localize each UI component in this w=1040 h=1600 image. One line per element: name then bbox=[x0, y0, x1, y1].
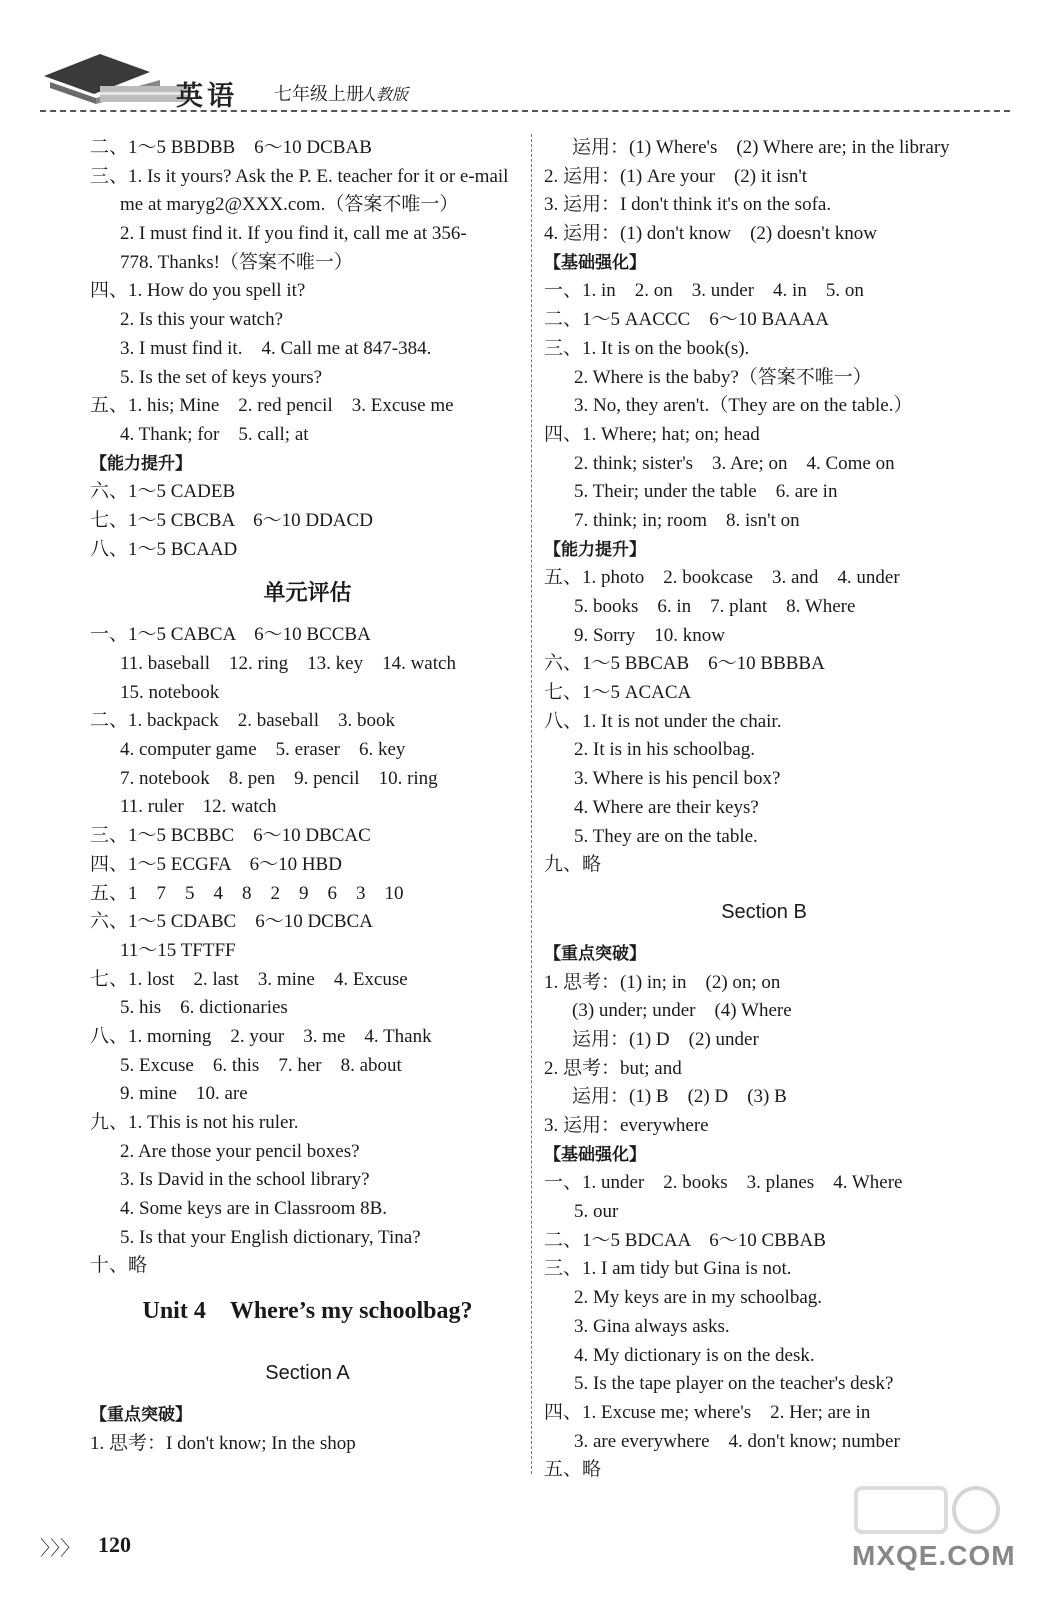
answer-line: 3. are everywhere 4. don't know; number bbox=[574, 1430, 900, 1452]
answer-line: 3. Where is his pencil box? bbox=[574, 768, 781, 790]
answer-line: 运用：(1) D (2) under bbox=[572, 1028, 759, 1050]
page-number: 120 bbox=[98, 1532, 131, 1557]
section-heading: Unit 4 Where’s my schoolbag? bbox=[142, 1298, 473, 1325]
answer-line: 运用：(1) Where's (2) Where are; in the library bbox=[572, 137, 950, 158]
answer-line: 4. Some keys are in Classroom 8B. bbox=[120, 1198, 388, 1220]
subject-title: 英语 bbox=[176, 81, 238, 111]
answer-line: 3. Is David in the school library? bbox=[120, 1169, 370, 1191]
answer-line: 四、1～5 ECGFA 6～10 HBD bbox=[90, 853, 342, 875]
subsection-label: 【能力提升】 bbox=[544, 539, 646, 559]
answer-line: (3) under; under (4) Where bbox=[572, 1000, 792, 1022]
page-header bbox=[0, 0, 1040, 125]
answer-line: 五、1 7 5 4 8 2 9 6 3 10 bbox=[90, 882, 404, 904]
answer-line: 4. My dictionary is on the desk. bbox=[574, 1344, 815, 1366]
answer-line: 七、1. lost 2. last 3. mine 4. Excuse bbox=[90, 968, 408, 990]
right-column bbox=[544, 134, 984, 1485]
answer-line: 5. Their; under the table 6. are in bbox=[574, 481, 838, 503]
answer-line: 9. mine 10. are bbox=[120, 1083, 248, 1105]
answer-line: 五、1. his; Mine 2. red pencil 3. Excuse me bbox=[90, 395, 454, 417]
answer-line: 三、1. I am tidy but Gina is not. bbox=[544, 1258, 792, 1280]
edition-label: 人教版 bbox=[360, 87, 409, 104]
answer-line: 4. computer game 5. eraser 6. key bbox=[120, 739, 406, 761]
page-arrows: 〉〉〉 bbox=[40, 1538, 80, 1560]
answer-line: 778. Thanks!（答案不唯一） bbox=[120, 251, 353, 273]
subsection-label: 【重点突破】 bbox=[90, 1405, 192, 1425]
answer-line: 二、1～5 BDCAA 6～10 CBBAB bbox=[544, 1229, 826, 1251]
answer-line: 5. Is the set of keys yours? bbox=[120, 366, 323, 388]
answer-line: 三、1～5 BCBBC 6～10 DBCAC bbox=[90, 825, 371, 847]
answer-line: 六、1～5 BBCAB 6～10 BBBBA bbox=[544, 653, 825, 675]
answer-line: 九、1. This is not his ruler. bbox=[90, 1112, 299, 1133]
answer-line: 5. Excuse 6. this 7. her 8. about bbox=[120, 1054, 402, 1076]
answer-line: 2. think; sister's 3. Are; on 4. Come on bbox=[574, 452, 895, 474]
answer-line: 四、1. How do you spell it? bbox=[90, 280, 306, 302]
answer-line: 一、1. under 2. books 3. planes 4. Where bbox=[544, 1172, 903, 1194]
answer-line: me at maryg2@XXX.com.（答案不唯一） bbox=[120, 194, 459, 216]
answer-line: 七、1～5 CBCBA 6～10 DDACD bbox=[90, 509, 373, 531]
subsection-label: 【基础强化】 bbox=[544, 252, 646, 272]
section-heading: Section A bbox=[265, 1362, 350, 1385]
answer-line: 二、1～5 BBDBB 6～10 DCBAB bbox=[90, 137, 372, 158]
answer-line: 七、1～5 ACACA bbox=[544, 682, 692, 704]
subsection-label: 【重点突破】 bbox=[544, 943, 646, 963]
answer-line: 7. notebook 8. pen 9. pencil 10. ring bbox=[120, 767, 438, 789]
watermark-text: MXQE.COM bbox=[852, 1540, 1016, 1571]
answer-line: 四、1. Excuse me; where's 2. Her; are in bbox=[544, 1401, 871, 1423]
answer-line: 二、1. backpack 2. baseball 3. book bbox=[90, 710, 395, 732]
section-heading: Section B bbox=[721, 900, 807, 923]
grade-label: 七年级上册 bbox=[274, 84, 364, 104]
answer-line: 1. 思考：(1) in; in (2) on; on bbox=[544, 971, 781, 993]
answer-line: 4. Where are their keys? bbox=[574, 796, 759, 818]
answer-line: 一、1. in 2. on 3. under 4. in 5. on bbox=[544, 280, 864, 302]
left-column bbox=[90, 134, 525, 1459]
answer-line: 7. think; in; room 8. isn't on bbox=[574, 509, 800, 531]
answer-line: 十、略 bbox=[90, 1255, 148, 1277]
answer-line: 八、1. morning 2. your 3. me 4. Thank bbox=[90, 1025, 432, 1047]
answer-line: 一、1～5 CABCA 6～10 BCCBA bbox=[90, 624, 371, 646]
answer-line: 4. 运用：(1) don't know (2) doesn't know bbox=[544, 223, 877, 245]
header-rule bbox=[40, 110, 1010, 112]
answer-line: 5. Is that your English dictionary, Tina? bbox=[120, 1226, 421, 1248]
answer-line: 三、1. Is it yours? Ask the P. E. teacher for it or e-mail bbox=[90, 165, 509, 187]
answer-line: 2. It is in his schoolbag. bbox=[574, 739, 756, 761]
answer-line: 1. 思考：I don't know; In the shop bbox=[90, 1432, 356, 1454]
answer-line: 2. I must find it. If you find it, call me at 356- bbox=[120, 223, 467, 245]
book-stack-logo-icon bbox=[40, 46, 190, 108]
answer-line: 5. books 6. in 7. plant 8. Where bbox=[574, 596, 856, 617]
answer-line: 9. Sorry 10. know bbox=[574, 624, 725, 646]
answer-line: 四、1. Where; hat; on; head bbox=[544, 423, 760, 445]
answer-line: 11～15 TFTFF bbox=[120, 939, 236, 961]
answer-line: 5. his 6. dictionaries bbox=[120, 997, 288, 1019]
answer-line: 3. 运用：everywhere bbox=[544, 1115, 709, 1136]
answer-line: 五、略 bbox=[544, 1459, 602, 1481]
answer-line: 八、1～5 BCAAD bbox=[90, 538, 238, 560]
answer-line: 六、1～5 CDABC 6～10 DCBCA bbox=[90, 911, 373, 933]
answer-line: 3. 运用：I don't think it's on the sofa. bbox=[544, 194, 832, 216]
answer-line: 2. Is this your watch? bbox=[120, 309, 284, 331]
subsection-label: 【基础强化】 bbox=[544, 1144, 646, 1164]
answer-line: 二、1～5 AACCC 6～10 BAAAA bbox=[544, 309, 830, 331]
answer-line: 八、1. It is not under the chair. bbox=[544, 710, 782, 732]
answer-line: 三、1. It is on the book(s). bbox=[544, 337, 750, 359]
answer-line: 11. baseball 12. ring 13. key 14. watch bbox=[120, 653, 456, 674]
answer-line: 六、1～5 CADEB bbox=[90, 481, 236, 503]
column-divider bbox=[531, 134, 532, 1474]
answer-line: 2. Where is the baby?（答案不唯一） bbox=[574, 366, 872, 388]
answer-line: 3. I must find it. 4. Call me at 847-384. bbox=[120, 337, 432, 359]
answer-line: 3. Gina always asks. bbox=[574, 1315, 730, 1337]
answer-line: 九、略 bbox=[544, 854, 602, 876]
answer-line: 运用：(1) B (2) D (3) B bbox=[572, 1086, 787, 1108]
answer-line: 3. No, they aren't.（They are on the table.） bbox=[574, 395, 913, 417]
answer-line: 5. They are on the table. bbox=[574, 825, 758, 847]
answer-line: 5. Is the tape player on the teacher's desk? bbox=[574, 1373, 894, 1395]
answer-line: 11. ruler 12. watch bbox=[120, 796, 277, 818]
answer-line: 五、1. photo 2. bookcase 3. and 4. under bbox=[544, 567, 900, 589]
answer-line: 15. notebook bbox=[120, 681, 220, 703]
answer-line: 2. Are those your pencil boxes? bbox=[120, 1140, 360, 1162]
subsection-label: 【能力提升】 bbox=[90, 453, 192, 473]
answer-line: 4. Thank; for 5. call; at bbox=[120, 423, 309, 445]
answer-line: 5. our bbox=[574, 1201, 619, 1223]
section-heading: 单元评估 bbox=[263, 580, 352, 606]
answer-line: 2. My keys are in my schoolbag. bbox=[574, 1287, 823, 1309]
answer-line: 2. 运用：(1) Are your (2) it isn't bbox=[544, 165, 808, 187]
answer-line: 2. 思考：but; and bbox=[544, 1057, 682, 1079]
